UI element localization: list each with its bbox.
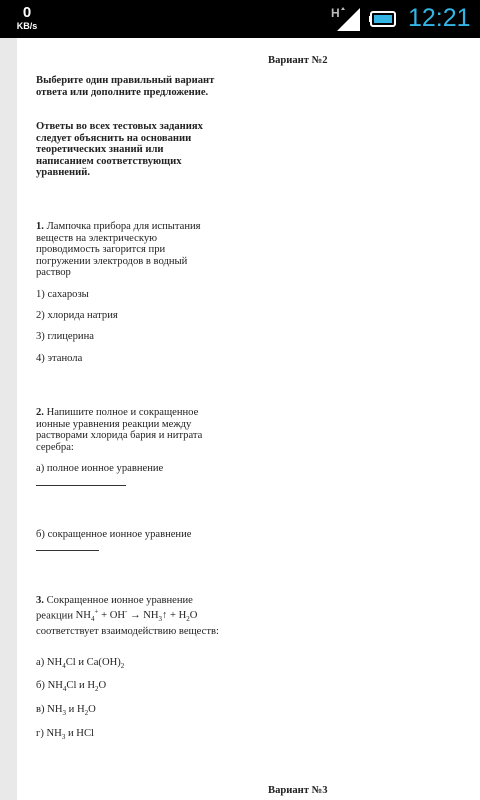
question-text-end: соответствует взаимодействию веществ:	[36, 625, 219, 637]
status-bar	[0, 0, 480, 38]
q1-option-1: 1) сахарозы	[36, 289, 89, 300]
q1-option-4: 4) этанола	[36, 353, 83, 364]
question-text: Напишите полное и сокращенное ионные уравнения реакции между растворами хлорида бария и нитрата серебра:	[36, 407, 203, 453]
answer-line	[36, 550, 99, 551]
q1-option-2: 2) хлорида натрия	[36, 310, 118, 321]
question-2	[36, 407, 221, 453]
q3-option-b: б) $NH_4Cl$ и $H_2O$	[36, 680, 107, 694]
question-text: Лампочка прибора для испытания веществ на электрическую проводимость загорится при погружении электродов в водный раствор	[36, 221, 201, 278]
signal-icon	[330, 6, 362, 32]
q3-option-c: в) $NH_3$ и $H_2O$	[36, 704, 96, 718]
network-speed-value: 0	[22, 4, 32, 21]
network-speed-unit: KB/s	[16, 21, 38, 31]
svg-text:H: H	[331, 6, 340, 20]
q1-option-3: 3) глицерина	[36, 331, 94, 342]
q2-part-b: б) сокращенное ионное уравнение	[36, 529, 192, 540]
question-number: 2.	[36, 407, 44, 418]
equation: $NH_4^+ + OH^-$ → $NH_3↑ + H_2O$	[75, 607, 198, 624]
instructions-2: Ответы во всех тестовых заданиях следует объяснить на основании теоретических знаний или написанием соответствующих уравнений.	[36, 121, 203, 178]
question-number: 1.	[36, 221, 44, 232]
answer-line	[36, 485, 126, 486]
question-1	[36, 221, 221, 279]
instructions-1: Выберите один правильный вариант ответа или дополните предложение.	[36, 75, 215, 98]
variant-title: Вариант №2	[268, 55, 328, 66]
question-3	[36, 595, 221, 637]
question-text-start: Сокращенное ионное уравнение реакции	[36, 595, 193, 622]
question-number: 3.	[36, 595, 44, 606]
battery-icon	[368, 9, 398, 29]
q2-part-a: а) полное ионное уравнение	[36, 463, 164, 474]
q3-option-a: а) $NH_4Cl$ и $Ca(OH)_2$	[36, 657, 125, 671]
page-gutter	[0, 38, 17, 800]
network-speed	[14, 5, 40, 31]
q3-option-d: г) $NH_3$ и HCl	[36, 728, 94, 742]
variant-title-next: Вариант №3	[268, 785, 328, 796]
clock: 12:21	[408, 4, 471, 32]
